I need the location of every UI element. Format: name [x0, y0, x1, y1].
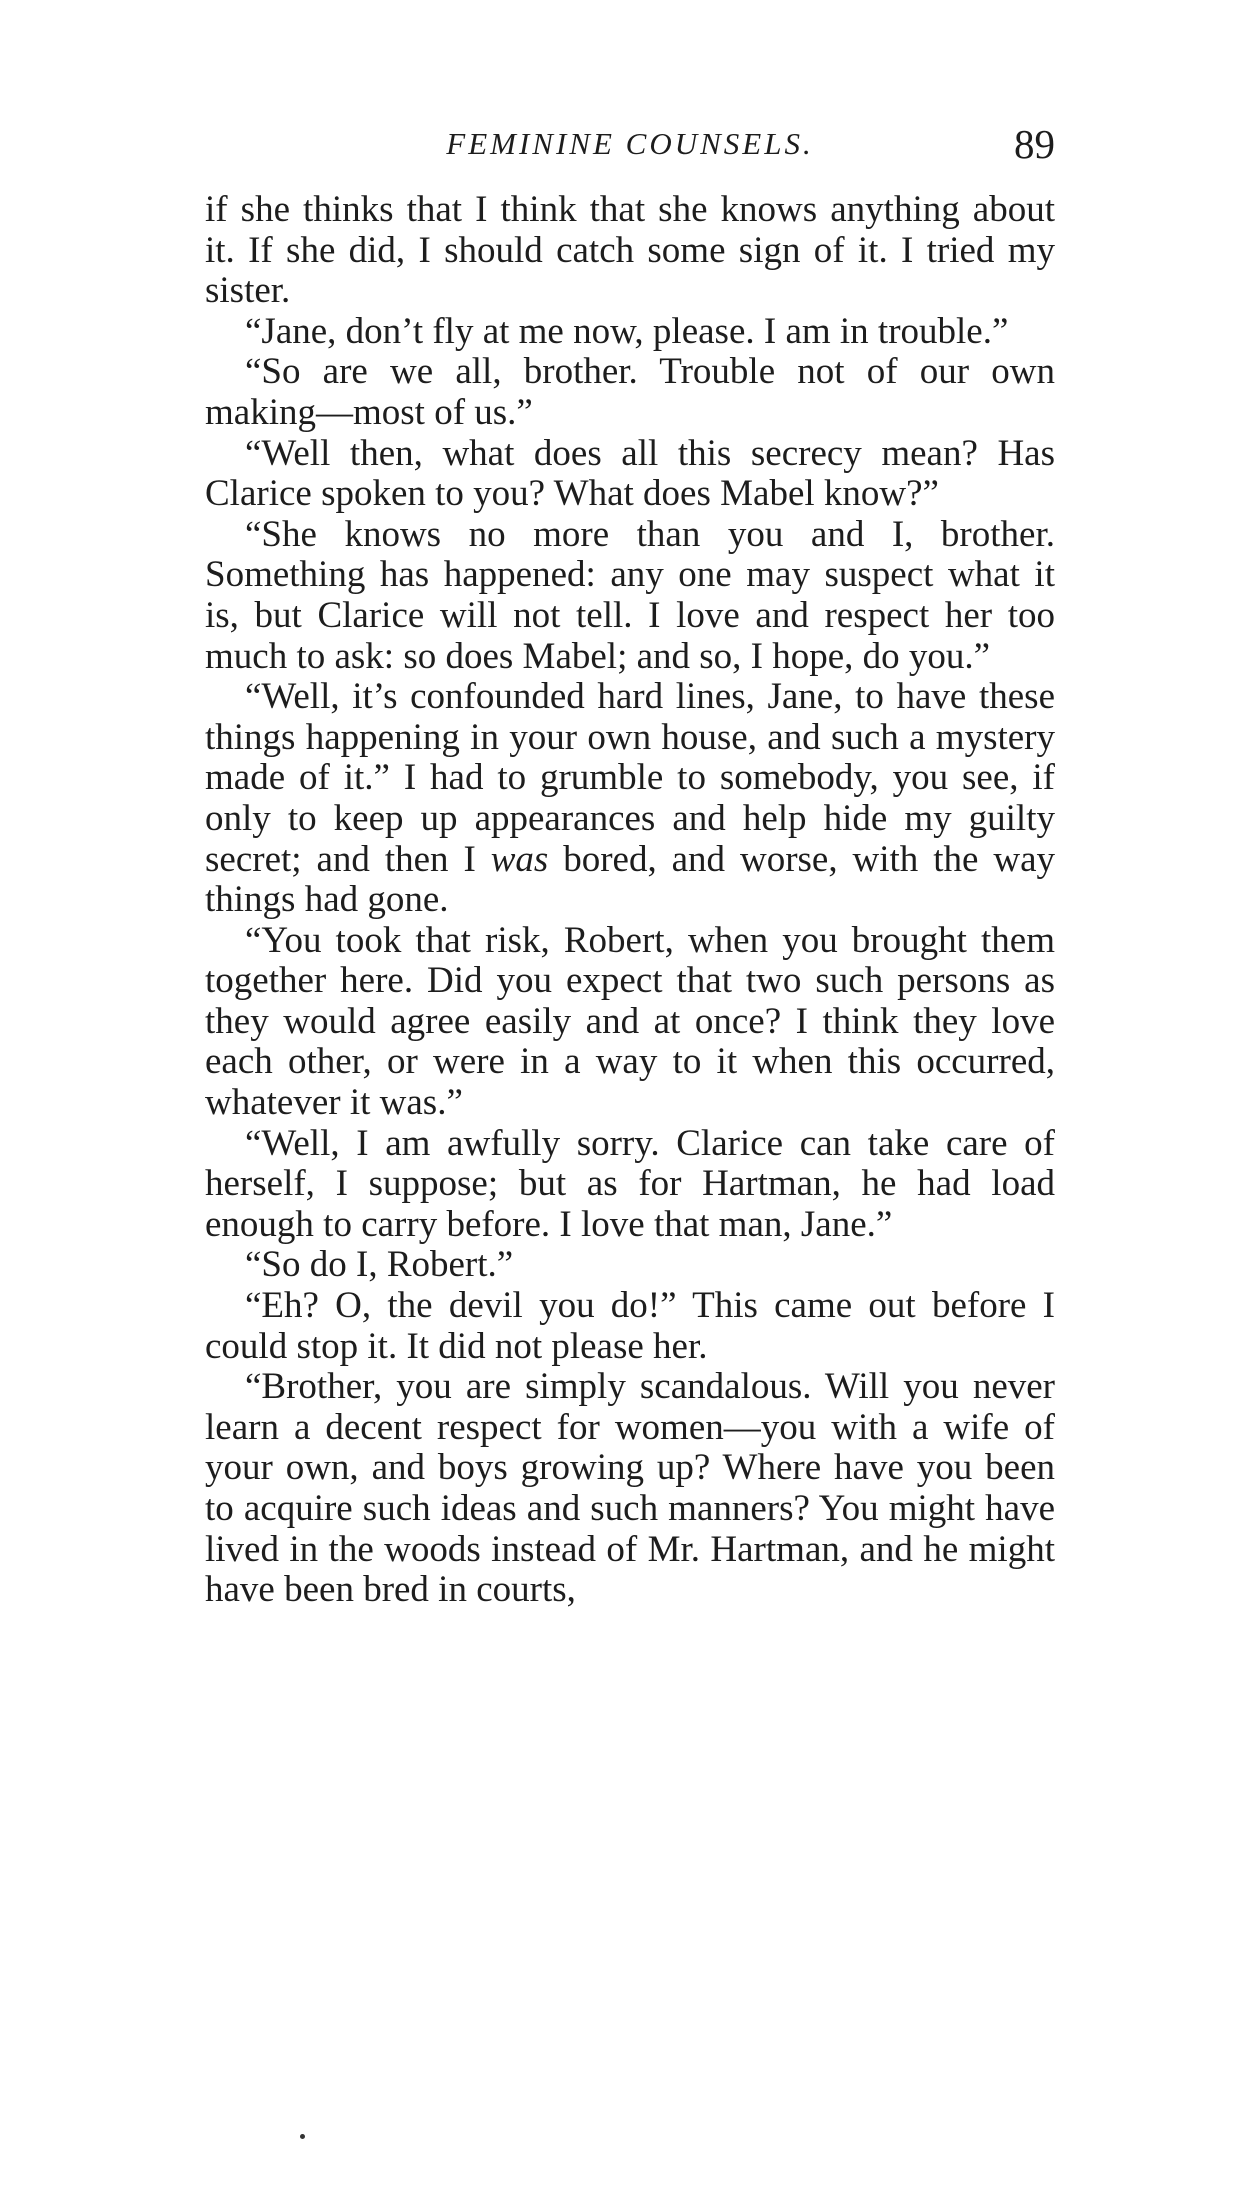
paragraph-text: “She knows no more than you and I, brother. Something has happened: any one may suspect what it is, but Clarice will not tell. I love and respect her too much to ask: so does Mabel; and so, I hope, do you.” — [205, 513, 1055, 677]
paragraph — [205, 921, 1055, 1124]
paragraph — [205, 434, 1055, 515]
print-speck — [300, 2134, 305, 2139]
paragraph-text: “You took that risk, Robert, when you brought them together here. Did you expect that two such persons as they would agree easily and at once? I think they love each other, or were in a way to it when this occurred, whatever it was.” — [205, 919, 1055, 1124]
paragraph — [205, 1245, 1055, 1286]
paragraph — [205, 312, 1055, 353]
paragraph — [205, 1124, 1055, 1246]
paragraph-text: “Well then, what does all this secrecy mean? Has Clarice spoken to you? What does Mabel know?” — [205, 432, 1055, 515]
italic-text: was — [490, 838, 549, 880]
paragraph — [205, 190, 1055, 312]
paragraph-text: “Well, it’s confounded hard lines, Jane, to have these things happening in your own house, and such a mystery made of it.” I had to grumble to somebody, you see, if only to keep up appearances and help hide my guilty secret; and then I — [205, 676, 1055, 880]
paragraph — [205, 1367, 1055, 1611]
body-text — [205, 190, 1055, 1611]
paragraph-text: if she thinks that I think that she knows anything about it. If she did, I should catch some sign of it. I tried my sister. — [205, 189, 1055, 312]
paragraph-text: “Jane, don’t fly at me now, please. I am in trouble.” — [245, 310, 1009, 352]
running-title: FEMININE COUNSELS. — [446, 126, 814, 161]
paragraph-text: bored, and worse, with the way things had gone. — [205, 838, 1055, 921]
paragraph-text: “So are we all, brother. Trouble not of our own making—most of us.” — [205, 351, 1055, 433]
paragraph — [205, 352, 1055, 433]
paragraph-text: “Brother, you are simply scandalous. Will you never learn a decent respect for women—you with a wife of your own, and boys growing up? Where have you been to acquire such ideas and such manners? You might have lived in the woods instead of Mr. Hartman, and he might have been bred in courts, — [205, 1366, 1055, 1611]
paragraph-text: “Well, I am awfully sorry. Clarice can take care of herself, I suppose; but as for Hartman, he had load enough to carry before. I love that man, Jane.” — [205, 1122, 1055, 1245]
paragraph — [205, 1286, 1055, 1367]
page-number: 89 — [1014, 121, 1055, 167]
paragraph-text: “So do I, Robert.” — [245, 1244, 514, 1286]
paragraph-text: “Eh? O, the devil you do!” This came out before I could stop it. It did not please her. — [205, 1285, 1055, 1367]
paragraph — [205, 677, 1055, 921]
running-head — [205, 120, 1055, 170]
paragraph — [205, 515, 1055, 677]
